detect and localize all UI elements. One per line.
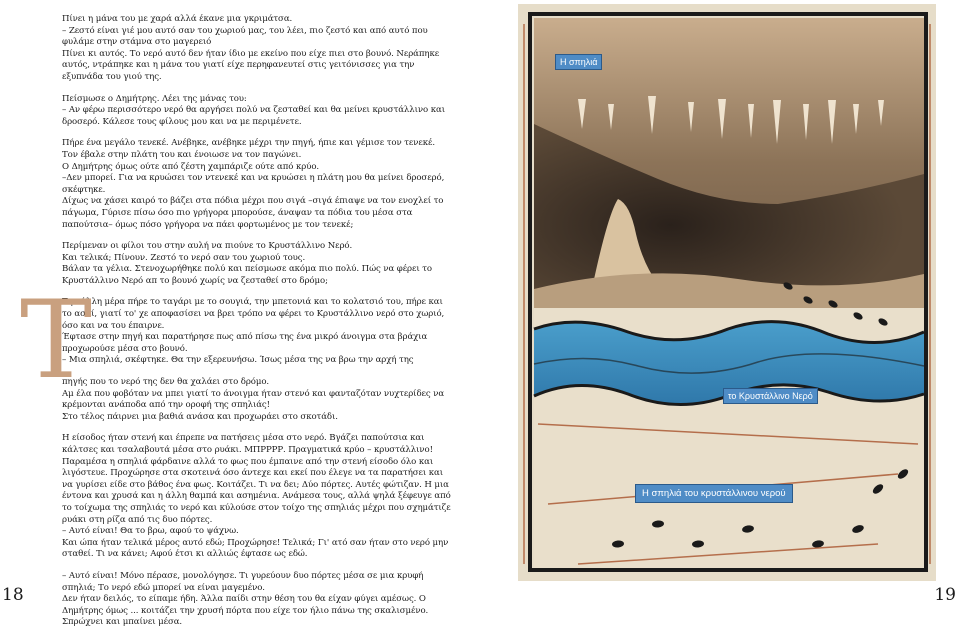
dropcap-letter: Τ bbox=[20, 278, 92, 404]
page-number-left: 18 bbox=[2, 585, 24, 605]
left-page bbox=[0, 0, 480, 628]
story-text-column bbox=[20, 14, 452, 629]
page-number-right: 19 bbox=[934, 585, 956, 605]
dropcap-paragraph-tail: πηγής που το νερό της δεν θα χαλάει στο δρόμο. Αμ έλα που φοβόταν να μπει γιατί το άνοιγμα ήταν στενό και φανταζόταν νυχτερίδες να κρέμονται ανάποδα από την οροφή της σπηλιάς! Στο τέλος πάιρνει μια βαθιά ανάσα και προχωράει στο σκοτάδι. bbox=[62, 377, 445, 422]
paragraph-4: Περίμεναν οι φίλοι του στην αυλή να πιούνε το Κρυστάλλινο Νερό. Και τελικά; Πίνουν. Ζεστό το νερό σαν του χωριού τους. Βάλαν τα γέλια. Στενοχωρήθηκε πολύ και πείσμωσε ακόμα πιο πολύ. Πώς να φέρει το Κρυστάλλινο Νερό απ το βουνό χωρίς να ζεσταθεί στο δρόμο; bbox=[62, 241, 432, 286]
paragraph-2: Πείσμωσε ο Δημήτρης. Λέει της μάνας του: – Αν φέρω περισσότερο νερό θα αργήσει πολύ να ζεσταθεί και θα μείνει κρυστάλλινο και δροσερό. Κάλεσε τους φίλους μου και να με περιμένετε. bbox=[62, 93, 445, 127]
paragraph-5: Η είσοδος ήταν στενή και έπρεπε να πατήσεις μέσα στο νερό. Βγάζει παπούτσια και κάλτσες και τσαλαβουτά μέσα στο ρυάκι. ΜΠΡΡΡΡ. Πραγματικά κρύο – κρυστάλλινο! Παραμέσα η σπηλιά φάρδαινε αλλά το φως που έμπαινε από την στενή είσοδο όλο και λιγόστευε. Προχώρησε στα σκοτεινά όσο άντεχε και εκεί που έλεγε να τα παρατήσει και να γυρίσει είδε στο βάθος ένα φως. Κοιτάζει. Τι να δει; Δύο πόρτες. Αυτές φώτιζαν. Η μια έντονα και χρυσά και η άλλη θαμπά και ασημένια. Ανάμεσα τους, αλλά ψηλά ξέφευγε από το τοίχωμα της σπηλιάς το νερό και κύλούσε στον τοίχο της σπηλιάς μέχρι που σχημάτιζε ρυάκι στη ρίζα από τις δυο πόρτες. – Αυτό είναι! Θα το βρω, αφού το ψάχνω. Και ώπα ήταν τελικά μέρος αυτό εδώ; Προχώρησε! Τελικά; Γι' ατό σαν ήταν στο νερό μην σταθεί. Τι να κάνει; Αφού έτσι κι αλλιώς έφτασε ως εδώ. bbox=[62, 433, 451, 560]
paragraph-1: Πίνει η μάνα του με χαρά αλλά έκανε μια γκριμάτσα. – Ζεστό είναι γιέ μου αυτό σαν του χωριού μας, του λέει, πιο ζεστό και από αυτό που φυλάμε στην στάμνα στο μαγερειό Πίνει κι αυτός. Το νερό αυτό δεν ήταν ίδιο με εκείνο που είχε πιει στο βουνό. Νεράπηκε αυτός, ντράπηκε και η μάνα του γιατί είχε περηφανευτεί στις γειτόνισσες για την εξυπνάδα του γιού της. bbox=[62, 14, 440, 82]
right-page bbox=[480, 0, 960, 607]
label-crystal-water: το Κρυστάλλινο Νερό bbox=[723, 388, 818, 404]
label-cave-of-crystal-water: Η σπηλιά του κρυστάλλινου νερού bbox=[635, 484, 793, 503]
cave-illustration bbox=[518, 4, 936, 581]
paragraph-6: – Αυτό είναι! Μόνο πέρασε, μονολόγησε. Τι γυρεύουν δυο πόρτες μέσα σε μια κρυφή σπηλιά; Το νερό εδώ μπορεί να είναι μαγεμένο. Δεν ήταν δειλός, το είπαμε ήδη. Άλλα παίδι στην θέση του θα είχαν φύγει αμέσως. Ο Δημήτρης όμως ... κοιτάζει την χρυσή πόρτα που είχε τον ήλιο πάνω της σκαλισμένο. Σπρώχνει και μπαίνει μέσα. bbox=[62, 570, 429, 628]
label-cave: Η σπηλιά bbox=[555, 54, 602, 70]
paragraph-3: Πήρε ένα μεγάλο τενεκέ. Ανέβηκε, ανέβηκε μέχρι την πηγή, ήπιε και γέμισε τον τενεκέ. Τον έβαλε στην πλάτη του και ένοιωσε να τον παγώνει. Ο Δημήτρης όμως ούτε από ζέστη χαμπάριζε ούτε από κρύο. –Δεν μπορεί. Για να κρυώσει τον ντενεκέ και να κρυώσει η πλάτη μου θα μείνει δροσερό, σκέφτηκε. Δίχως να χάσει καιρό το βάζει στα πόδια μέχρι που σιγά –σιγά έπιαψε να τον ενοχλεί το πάγωμα, Γύρισε πίσω όσο πιο γρήγορα μπορούσε, άναψαν τα πόδια του μέσα στα παπούτσια– όμως πόσο γρήγορα να πάει φορτωμένος με τον τενεκέ; bbox=[62, 138, 445, 230]
dropcap-paragraph-text: Την άλλη μέρα πήρε το ταγάρι με το σουγιά, την μπετονιά και το κολατσιό του, πήρε και το ασκί, γιατί το' χε αποφασίσει να βρει τρόπο να φέρει το Κρυστάλλινο νερό στο χωριό, όσο και να του έπαιρνε. Έφτασε στην πηγή και παρατήρησε πως από πίσω της ένα μικρό άνοιγμα στα βράχια προχωρούσε μέσα στο βουνό. – Μια σπηλιά, σκέφτηκε. Θα την εξερευνήσω. Ίσως μέσα της να βρω την αρχή της bbox=[62, 297, 445, 366]
